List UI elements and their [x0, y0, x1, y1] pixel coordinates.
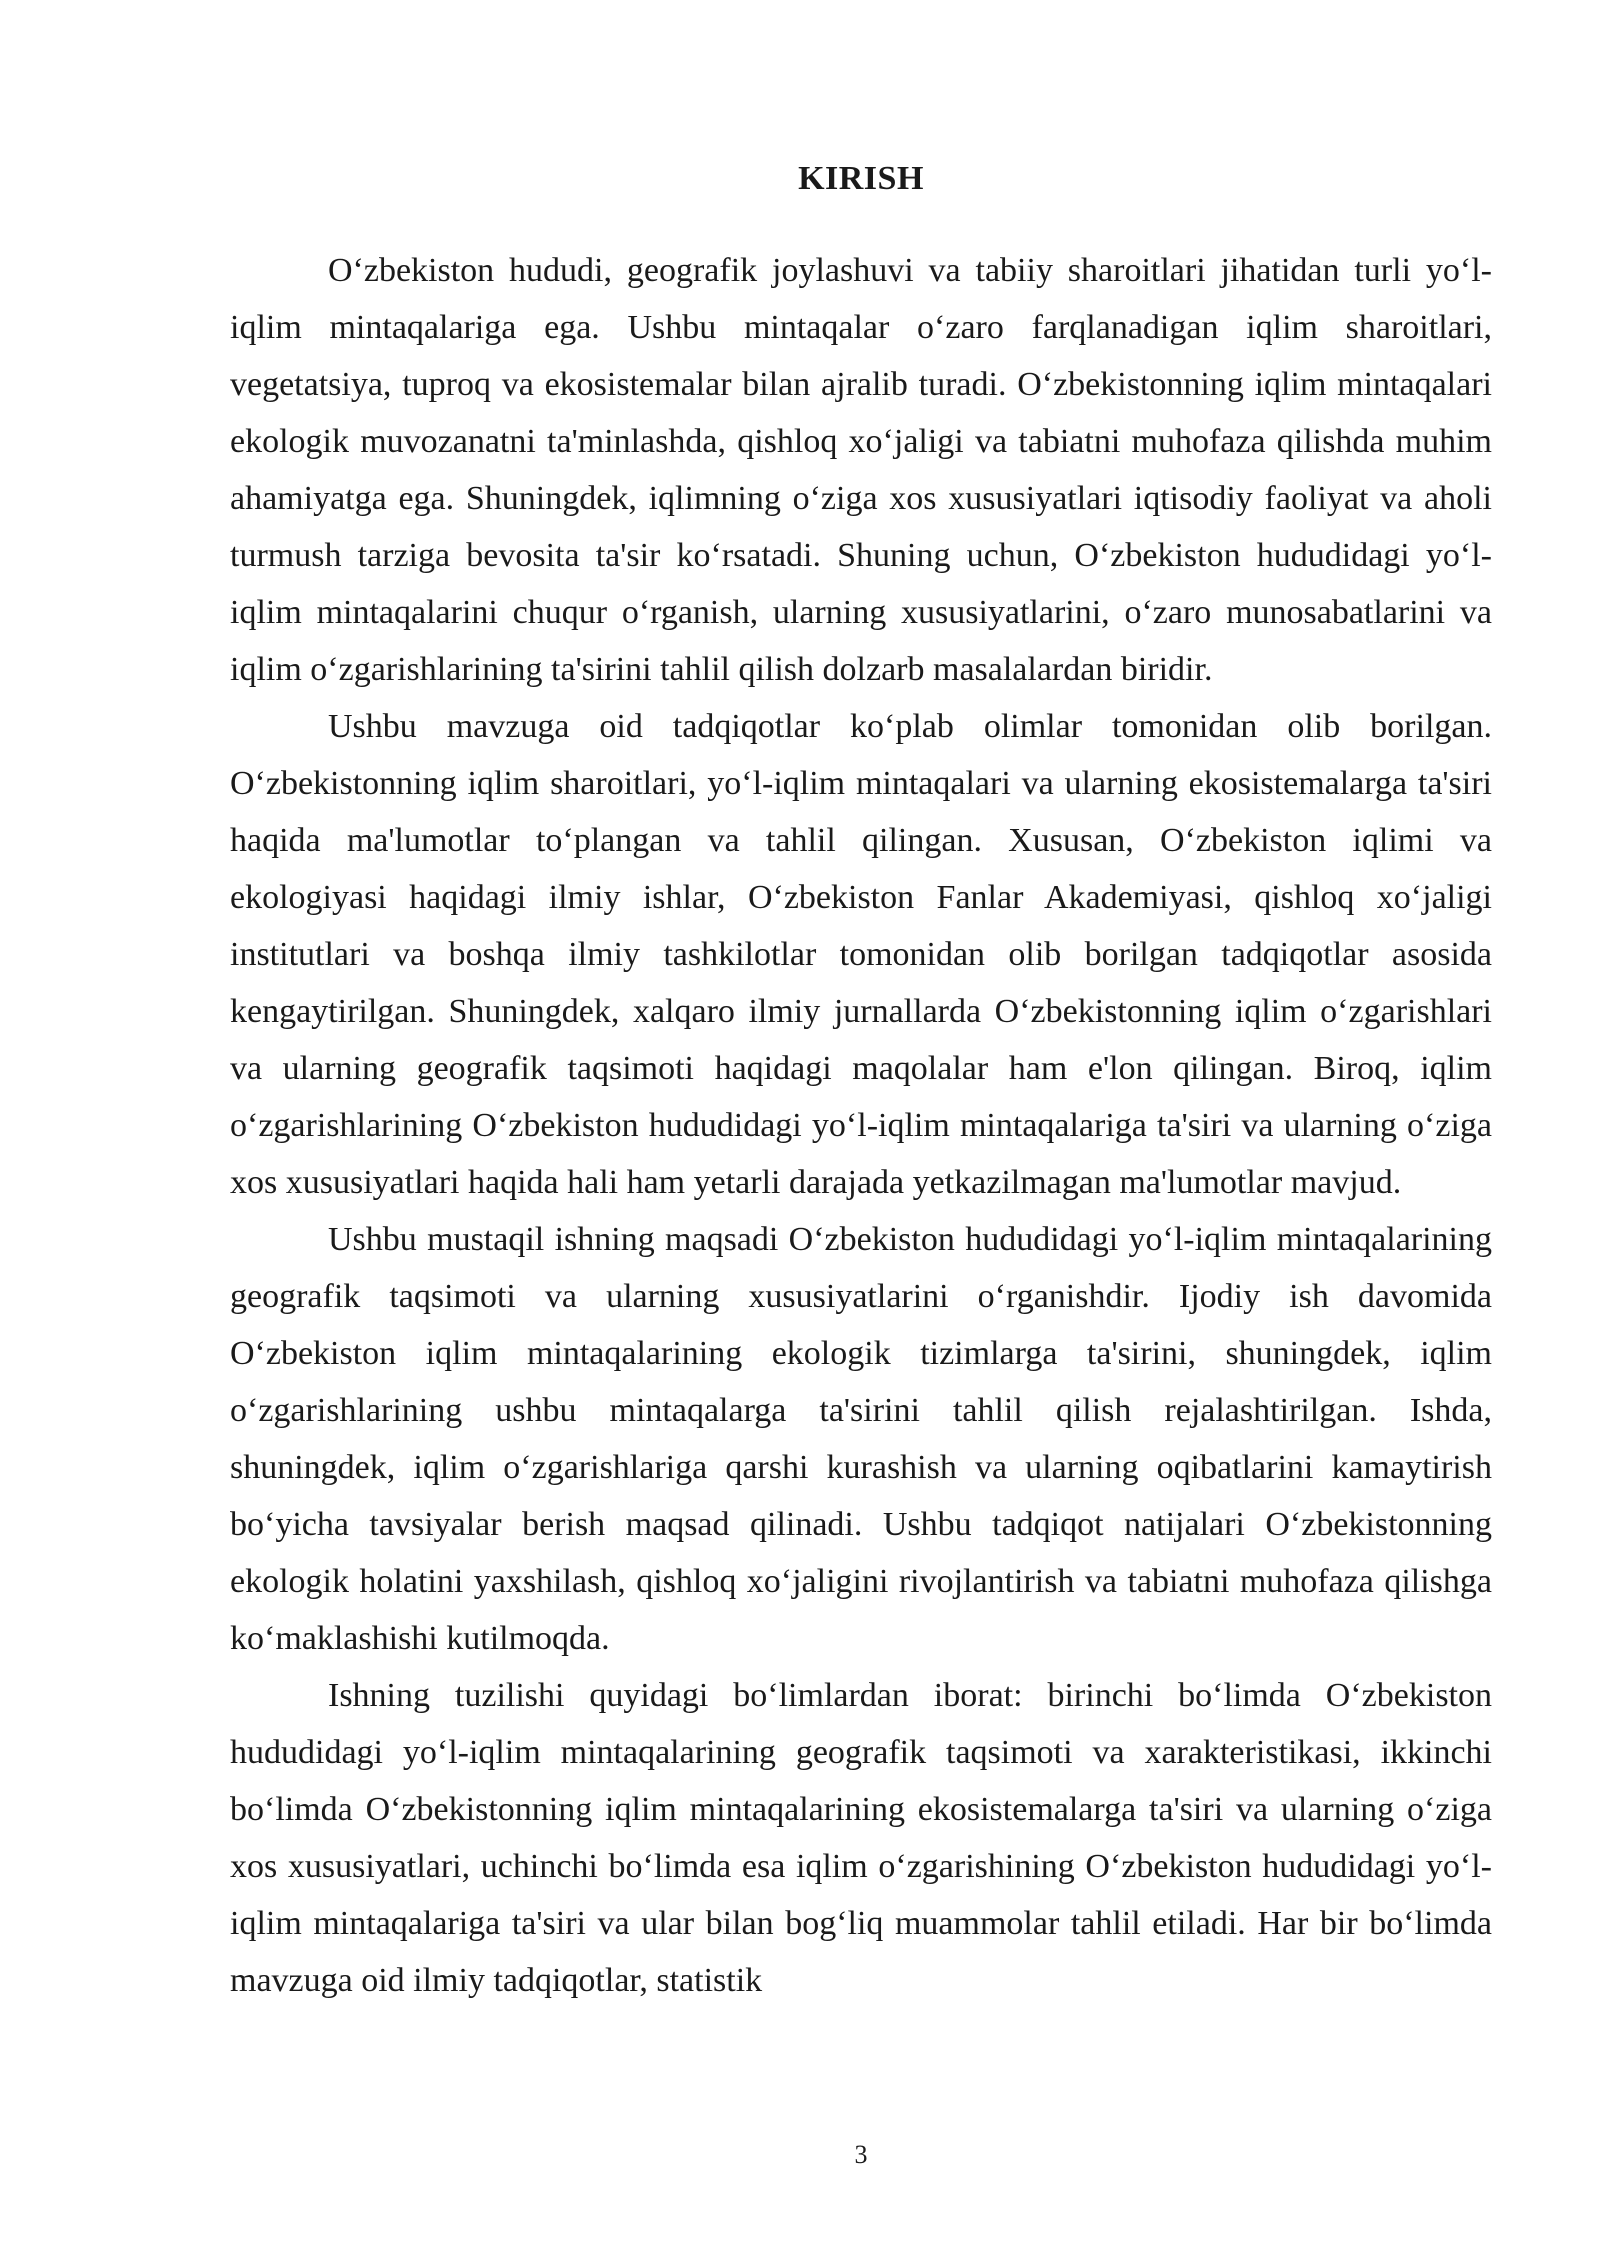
section-heading: KIRISH: [798, 160, 924, 197]
paragraph-goal: Ushbu mustaqil ishning maqsadi O‘zbekiston hududidagi yo‘l-iqlim mintaqalarining geografik taqsimoti va ularning xususiyatlarini o‘rganishdir. Ijodiy ish davomida O‘zbekiston iqlim mintaqalarining ekologik tizimlarga ta'sirini, shuningdek, iqlim o‘zgarishlarining ushbu mintaqalarga ta'sirini tahlil qilish rejalashtirilgan. Ishda, shuningdek, iqlim o‘zgarishlariga qarshi kurashish va ularning oqibatlarini kamaytirish bo‘yicha tavsiyalar berish maqsad qilinadi. Ushbu tadqiqot natijalari O‘zbekistonning ekologik holatini yaxshilash, qishloq xo‘jaligini rivojlantirish va tabiatni muhofaza qilishga ko‘maklashishi kutilmoqda.: [230, 1221, 1492, 1657]
paragraph-literature: Ushbu mavzuga oid tadqiqotlar ko‘plab olimlar tomonidan olib borilgan. O‘zbekistonning iqlim sharoitlari, yo‘l-iqlim mintaqalari va ularning ekosistemalarga ta'siri haqida ma'lumotlar to‘plangan va tahlil qilingan. Xususan, O‘zbekiston iqlimi va ekologiyasi haqidagi ilmiy ishlar, O‘zbekiston Fanlar Akademiyasi, qishloq xo‘jaligi institutlari va boshqa ilmiy tashkilotlar tomonidan olib borilgan tadqiqotlar asosida kengaytirilgan. Shuningdek, xalqaro ilmiy jurnallarda O‘zbekistonning iqlim o‘zgarishlari va ularning geografik taqsimoti haqidagi maqolalar ham e'lon qilingan. Biroq, iqlim o‘zgarishlarining O‘zbekiston hududidagi yo‘l-iqlim mintaqalariga ta'siri va ularning o‘ziga xos xususiyatlari haqida hali ham yetarli darajada yetkazilmagan ma'lumotlar mavjud.: [230, 708, 1492, 1201]
paragraph-structure: Ishning tuzilishi quyidagi bo‘limlardan iborat: birinchi bo‘limda O‘zbekiston hududidagi yo‘l-iqlim mintaqalarining geografik taqsimoti va xarakteristikasi, ikkinchi bo‘limda O‘zbekistonning iqlim mintaqalarining ekosistemalarga ta'siri va ularning o‘ziga xos xususiyatlari, uchinchi bo‘limda esa iqlim o‘zgarishining O‘zbekiston hududidagi yo‘l-iqlim mintaqalariga ta'siri va ular bilan bog‘liq muammolar tahlil etiladi. Har bir bo‘limda mavzuga oid ilmiy tadqiqotlar, statistik: [230, 1677, 1492, 1999]
page-number: 3: [854, 2140, 868, 2169]
body-text: [230, 242, 1492, 2009]
paragraph-intro: O‘zbekiston hududi, geografik joylashuvi va tabiiy sharoitlari jihatidan turli yo‘l-iqlim mintaqalariga ega. Ushbu mintaqalar o‘zaro farqlanadigan iqlim sharoitlari, vegetatsiya, tuproq va ekosistemalar bilan ajralib turadi. O‘zbekistonning iqlim mintaqalari ekologik muvozanatni ta'minlashda, qishloq xo‘jaligi va tabiatni muhofaza qilishda muhim ahamiyatga ega. Shuningdek, iqlimning o‘ziga xos xususiyatlari iqtisodiy faoliyat va aholi turmush tarziga bevosita ta'sir ko‘rsatadi. Shuning uchun, O‘zbekiston hududidagi yo‘l-iqlim mintaqalarini chuqur o‘rganish, ularning xususiyatlarini, o‘zaro munosabatlarini va iqlim o‘zgarishlarining ta'sirini tahlil qilish dolzarb masalalardan biridir.: [230, 252, 1492, 688]
